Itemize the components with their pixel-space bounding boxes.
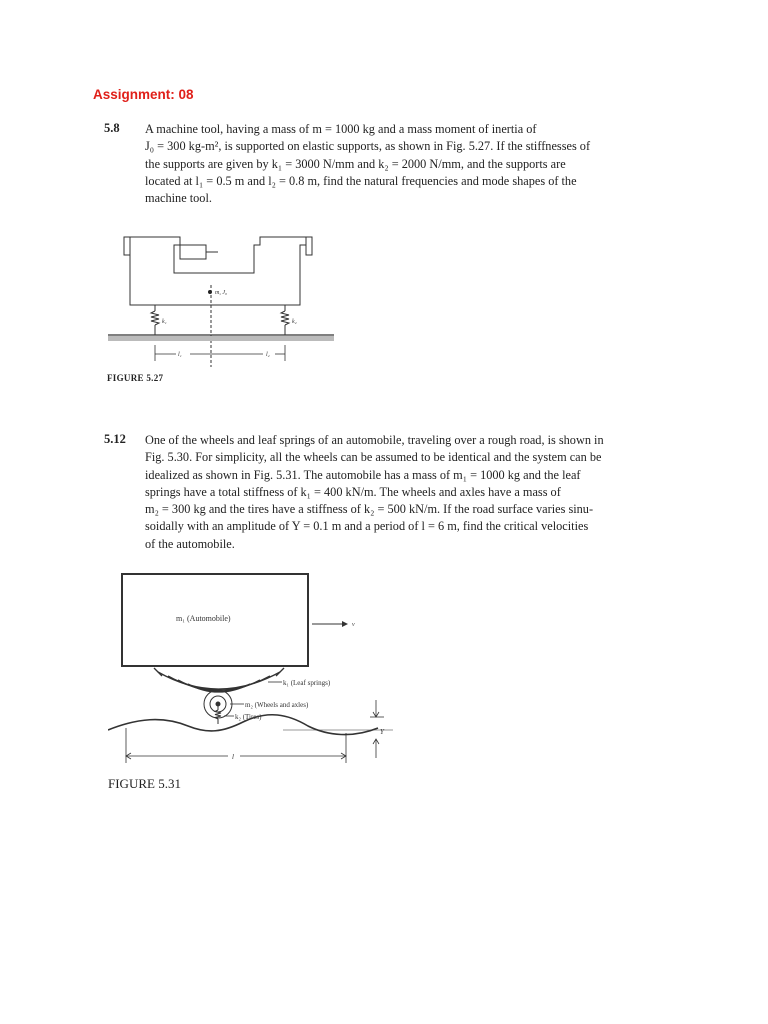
text-line: located at l₁ = 0.5 m and l₂ = 0.8 m, find the natural frequencies and mode shapes of the [145,173,577,188]
text-line: machine tool. [145,191,212,206]
text-line: springs have a total stiffness of k₁ = 400 kN/m. The wheels and axles have a mass of [145,484,561,499]
label-l: l [232,753,234,761]
ground [108,335,334,341]
mass-center-dot [208,290,212,294]
text-line: J₀ = 300 kg-m², is supported on elastic supports, as shown in Fig. 5.27. If the stiffnesses of [145,139,591,154]
figure-5-31-caption: FIGURE 5.31 [108,776,181,791]
label-l1: l₁ [178,352,182,358]
text-line: soidally with an amplitude of Y = 0.1 m and a period of l = 6 m, find the critical velocities [145,519,589,534]
label-tires: k₂ (Tires) [235,713,262,721]
mass-label: m, J₀ [215,290,228,296]
figure-5-27-diagram [108,225,340,370]
text-line: of the automobile. [145,536,235,551]
problem-text [145,121,666,207]
leaf-springs [154,668,284,692]
label-wheels-axles: m₂ (Wheels and axles) [245,701,309,709]
tire-spring [215,706,221,724]
spring-k2 [281,305,289,335]
label-velocity: v [352,622,355,628]
velocity-arrow [312,621,348,627]
label-Y: Y [380,728,384,736]
text-line: A machine tool, having a mass of m = 1000 kg and a mass moment of inertia of [145,122,537,136]
label-leaf-springs: k₁ (Leaf springs) [283,679,331,687]
label-k1: k₁ [162,319,167,325]
figure-5-27-caption: FIGURE 5.27 [107,373,164,383]
spring-k1 [151,305,159,335]
problem-text [145,432,666,553]
label-l2: l₂ [266,352,270,358]
problem-number: 5.12 [104,432,126,446]
label-automobile: m₁ (Automobile) [176,614,231,623]
spindle [180,245,206,259]
label-k2: k₂ [292,319,297,325]
text-line: the supports are given by k₁ = 3000 N/mm and k₂ = 2000 N/mm, and the supports are [145,156,566,171]
problem-number: 5.8 [104,121,120,135]
figure-5-31-diagram [108,568,398,768]
text-line: m₂ = 300 kg and the tires have a stiffness of k₂ = 500 kN/m. If the road surface varies sinu- [145,502,594,517]
text-line: idealized as shown in Fig. 5.31. The automobile has a mass of m₁ = 1000 kg and the leaf [145,467,581,482]
text-line: One of the wheels and leaf springs of an automobile, traveling over a rough road, is shown in [145,433,604,447]
text-line: Fig. 5.30. For simplicity, all the wheels can be assumed to be identical and the system can be [145,450,602,465]
assignment-title: Assignment: 08 [93,87,194,102]
wavelength-dimension [126,728,346,763]
